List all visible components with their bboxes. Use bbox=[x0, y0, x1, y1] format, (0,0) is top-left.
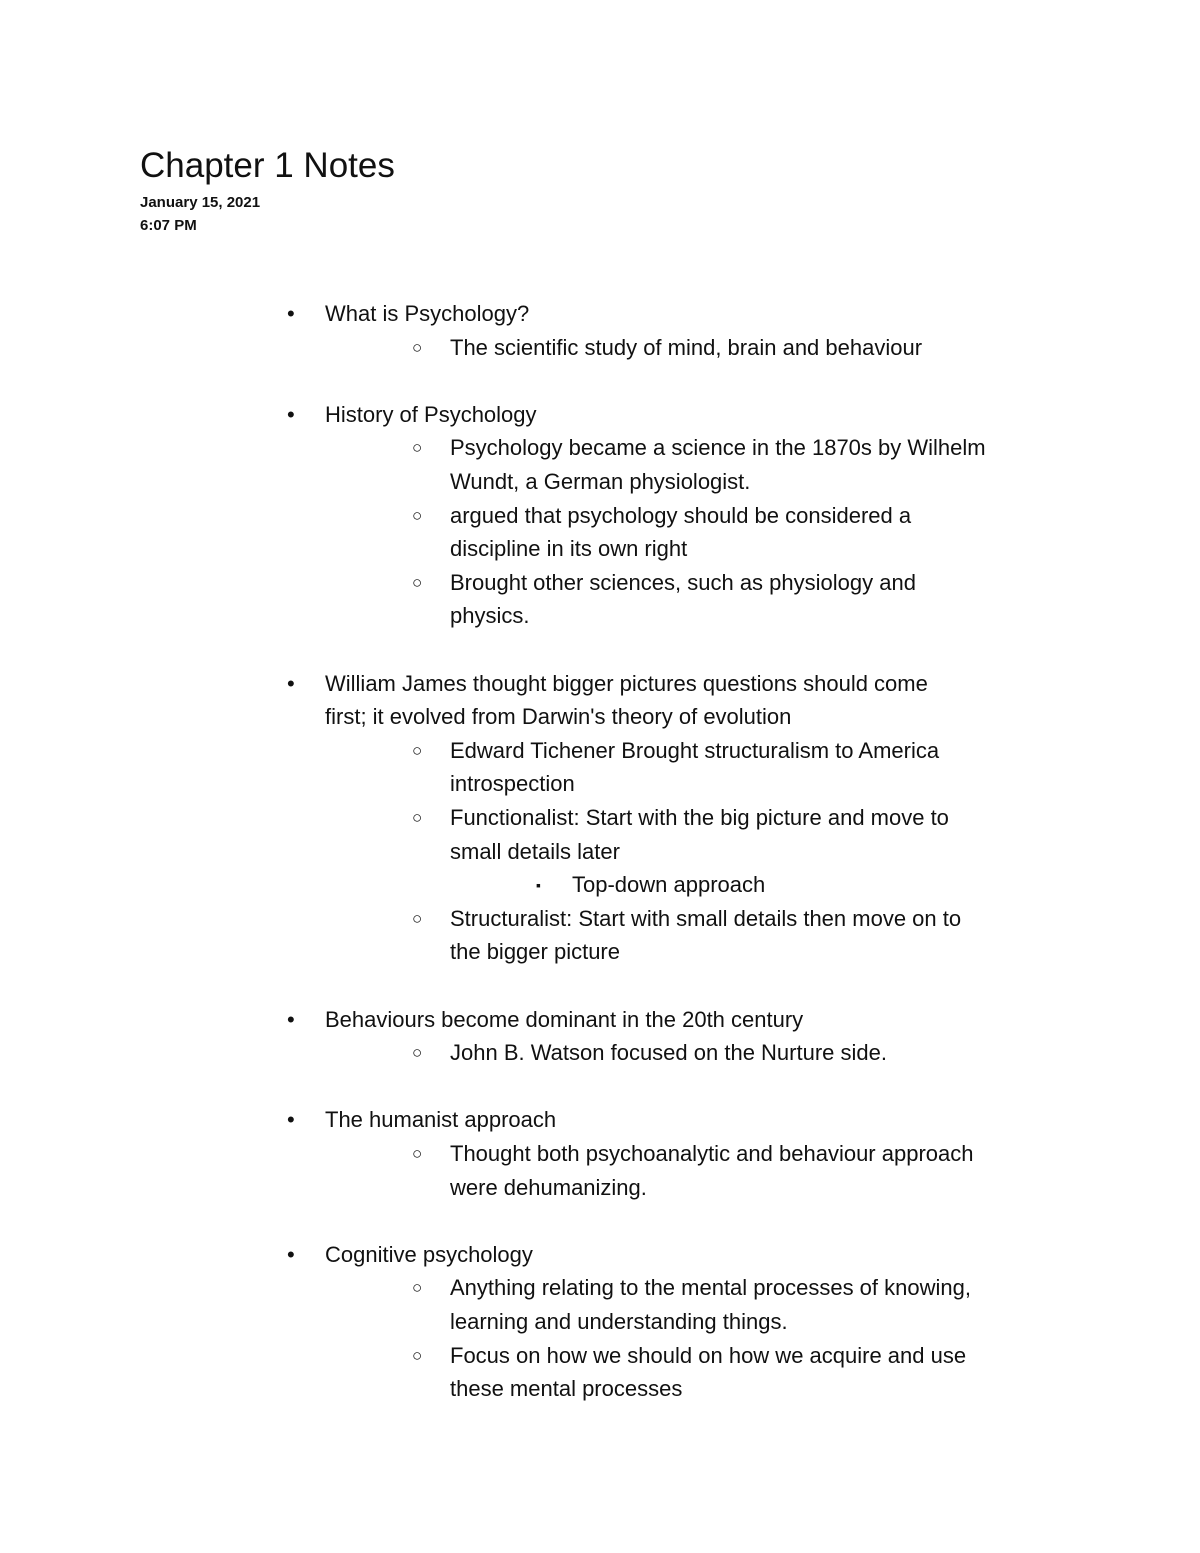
sub-item-text: argued that psychology should be considered a bbox=[450, 502, 912, 528]
circle-bullet-icon: ○ bbox=[412, 505, 423, 525]
circle-bullet-icon: ○ bbox=[412, 808, 423, 827]
note-item-text: History of Psychology bbox=[325, 401, 537, 427]
bullet-icon: • bbox=[287, 401, 295, 427]
circle-bullet-icon: ○ bbox=[412, 1144, 423, 1163]
sub-item-text: Psychology became a science in the 1870s by Wilhelm bbox=[450, 435, 986, 461]
sub-item-text: Wundt, a German physiologist. bbox=[450, 469, 751, 494]
circle-bullet-icon: ○ bbox=[412, 337, 423, 357]
circle-bullet-icon: ○ bbox=[412, 908, 423, 928]
sub-item-text: introspection bbox=[450, 771, 575, 797]
note-item-text: Cognitive psychology bbox=[325, 1241, 533, 1267]
bullet-icon: • bbox=[287, 1107, 295, 1133]
circle-bullet-icon: ○ bbox=[412, 438, 423, 458]
sub-item-text: the bigger picture bbox=[450, 939, 620, 965]
note-time: 6:07 PM bbox=[140, 217, 197, 234]
sub-item-text: John B. Watson focused on the Nurture side. bbox=[450, 1040, 887, 1066]
square-bullet-icon: ▪ bbox=[536, 877, 541, 894]
sub-item-text: Structuralist: Start with small details then move on to bbox=[450, 905, 962, 931]
sub-item-text: learning and understanding things. bbox=[450, 1309, 788, 1334]
note-item-text: Behaviours become dominant in the 20th century bbox=[325, 1006, 804, 1032]
sub-item-text: small details later bbox=[450, 838, 620, 864]
bullet-icon: • bbox=[287, 670, 295, 696]
circle-bullet-icon: ○ bbox=[412, 1278, 423, 1298]
page-title: Chapter 1 Notes bbox=[140, 146, 395, 185]
sub-item-text: Thought both psychoanalytic and behaviour approach bbox=[450, 1141, 974, 1166]
sub-item-text: physics. bbox=[450, 603, 530, 629]
note-item-text: The humanist approach bbox=[325, 1107, 557, 1133]
bullet-icon: • bbox=[287, 1006, 295, 1032]
sub-item-text: The scientific study of mind, brain and behaviour bbox=[450, 334, 923, 360]
note-item-text: What is Psychology? bbox=[325, 301, 530, 326]
sub-item-text: discipline in its own right bbox=[450, 536, 688, 562]
circle-bullet-icon: ○ bbox=[412, 740, 423, 760]
circle-bullet-icon: ○ bbox=[412, 1345, 423, 1365]
circle-bullet-icon: ○ bbox=[412, 572, 423, 592]
sub-sub-item-text: Top-down approach bbox=[572, 872, 766, 898]
bullet-icon: • bbox=[287, 301, 295, 326]
sub-item-text: Brought other sciences, such as physiology and bbox=[450, 569, 916, 595]
sub-item-text: Focus on how we should on how we acquire and use bbox=[450, 1342, 967, 1368]
sub-item-text: Anything relating to the mental processes of knowing, bbox=[450, 1275, 971, 1301]
bullet-icon: • bbox=[287, 1241, 295, 1267]
note-date: January 15, 2021 bbox=[140, 194, 261, 211]
sub-item-text: Functionalist: Start with the big picture and move to bbox=[450, 805, 949, 830]
sub-item-text: these mental processes bbox=[450, 1376, 683, 1402]
note-item-text: William James thought bigger pictures questions should come bbox=[325, 670, 928, 696]
note-item-text: first; it evolved from Darwin's theory of evolution bbox=[325, 704, 792, 730]
circle-bullet-icon: ○ bbox=[412, 1043, 423, 1063]
sub-item-text: Edward Tichener Brought structuralism to America bbox=[450, 737, 940, 763]
sub-item-text: were dehumanizing. bbox=[450, 1174, 647, 1200]
